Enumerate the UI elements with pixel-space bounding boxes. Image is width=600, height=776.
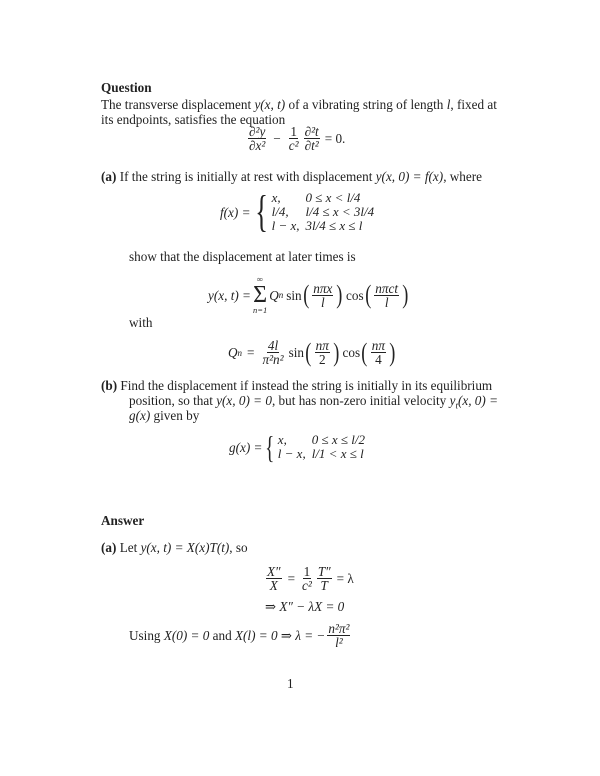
intro-yxt: y(x, t): [254, 97, 286, 112]
part-b-text: position, so that: [129, 393, 217, 408]
case-expr: x,: [271, 190, 281, 205]
part-a-text: , where: [443, 169, 482, 184]
case-row: [272, 219, 381, 233]
case-cond: l/1 < x ≤ l: [311, 446, 364, 461]
f-lhs: f(x) =: [220, 204, 251, 220]
part-b-text: , but has non-zero initial velocity: [271, 393, 450, 408]
question-intro-line2: its endpoints, satisfies the equation: [101, 112, 286, 127]
part-a-condition: y(x, 0) = f(x): [375, 169, 444, 184]
solution-lhs: y(x, t) =: [208, 287, 251, 303]
numerator: nπct: [375, 280, 399, 296]
part-b-line3: [129, 407, 199, 424]
denominator: l: [320, 294, 325, 310]
numerator: n²π²: [328, 621, 350, 636]
f-cases-table: [272, 191, 381, 233]
answer-a-text: , so: [229, 540, 248, 555]
equals-sign: =: [247, 345, 255, 360]
answer-a-label: (a): [101, 540, 117, 555]
denominator: l: [384, 294, 389, 310]
numerator: 4l: [267, 338, 279, 353]
numerator: 1: [290, 124, 297, 139]
right-paren: ): [333, 337, 340, 367]
answer-a-intro: [101, 539, 248, 556]
intro-l: l: [446, 97, 451, 112]
fraction: [317, 565, 332, 592]
sum-upper-limit: ∞: [257, 274, 264, 284]
part-a-text: If the string is initially at rest with displacement: [119, 169, 376, 184]
bc-right: X(l) = 0 ⇒ λ = −: [234, 628, 326, 643]
left-paren: (: [302, 280, 309, 309]
denominator: l²: [335, 635, 343, 650]
Qn-symbol: Q: [228, 345, 238, 360]
page-number: 1: [287, 676, 294, 691]
right-paren: ): [336, 280, 343, 309]
numerator: T″: [317, 564, 331, 579]
velocity-args: (x, 0) =: [457, 393, 498, 408]
denominator: T: [320, 578, 328, 593]
denominator: ∂t²: [304, 138, 319, 153]
Qn-symbol: Q: [269, 287, 279, 303]
wave-equation: [246, 125, 345, 152]
sin-function: sin: [286, 287, 302, 303]
question-heading: Question: [101, 80, 152, 95]
case-cond: 3l/4 ≤ x ≤ l: [305, 218, 363, 233]
fraction: [266, 565, 282, 592]
case-expr: l − x,: [271, 218, 300, 233]
cos-function: cos: [346, 287, 364, 303]
case-cond: 0 ≤ x < l/4: [305, 190, 361, 205]
part-b-label: (b): [101, 378, 118, 393]
g-cases-table: [278, 433, 371, 461]
case-row: [278, 433, 371, 447]
numerator: 1: [303, 564, 311, 579]
numerator: nπx: [313, 280, 333, 296]
cos-function: cos: [342, 345, 361, 360]
Qn-definition: Q n = $\frac{4l}{\text{π²n²}}$ sin ( $\frac{n\pi}{2}$ ) cos ( $\frac{n\pi}{4}$ ): [228, 337, 396, 367]
g-piecewise: [229, 431, 371, 463]
right-paren: ): [402, 280, 409, 309]
separation-ansatz: y(x, t) = X(x)T(t): [140, 540, 230, 555]
equation-rhs: = 0.: [324, 131, 346, 146]
summation: [253, 275, 267, 315]
intro-text: , fixed at: [450, 97, 497, 112]
right-paren: ): [389, 337, 396, 367]
numerator: nπ: [315, 338, 329, 353]
fraction: [304, 125, 320, 152]
sum-lower-limit: n=1: [252, 305, 268, 315]
case-cond: l/4 ≤ x < 3l/4: [305, 204, 375, 219]
case-cond: 0 ≤ x ≤ l/2: [311, 432, 365, 447]
numerator: ∂²y: [249, 124, 266, 139]
left-brace: {: [265, 429, 275, 465]
left-paren: (: [305, 337, 312, 367]
equals-sign: =: [287, 571, 295, 586]
fraction: [371, 339, 386, 366]
equation-rhs: = λ: [336, 571, 354, 586]
denominator: π²n²: [262, 352, 284, 367]
numerator: ∂²t: [304, 124, 319, 139]
left-paren: (: [361, 337, 368, 367]
numerator: X″: [267, 564, 281, 579]
boundary-conditions-line: [129, 622, 352, 649]
denominator: ∂x²: [249, 138, 266, 153]
denominator: 2: [318, 352, 326, 367]
series-solution: y(x, t) = ∞ Σ n=1 Q n sin ( $\frac{\text{nπx}}{l}$ ) cos ( $\frac{\text{nπct}}{l}$ ): [208, 274, 409, 315]
fraction: [374, 282, 399, 309]
with-text: with: [129, 315, 153, 330]
intro-text: The transverse displacement: [101, 97, 255, 112]
case-row: [272, 205, 381, 219]
case-expr: x,: [277, 432, 287, 447]
separated-equation: [264, 565, 354, 592]
part-b-text: Find the displacement if instead the string is initially in its equilibrium: [120, 378, 493, 393]
g-symbol: g(x): [129, 408, 151, 423]
bc-left: X(0) = 0: [163, 628, 210, 643]
fraction: [312, 282, 333, 309]
fraction: [301, 565, 313, 592]
case-expr: l − x,: [277, 446, 306, 461]
denominator: c²: [288, 138, 299, 153]
ode-equation: ⇒ X″ − λX = 0: [265, 599, 345, 614]
velocity-subscript: t: [455, 400, 458, 411]
fraction: [315, 339, 330, 366]
g-lhs: g(x) =: [229, 439, 263, 455]
fraction: [288, 125, 300, 152]
case-expr: l/4,: [271, 204, 289, 219]
denominator: c²: [302, 578, 312, 593]
left-brace: {: [254, 187, 268, 236]
case-row: [272, 191, 381, 205]
using-text: Using: [129, 628, 164, 643]
fraction: [261, 339, 284, 366]
part-b-condition: y(x, 0) = 0: [216, 393, 272, 408]
answer-a-text: Let: [119, 540, 141, 555]
show-text: show that the displacement at later times is: [129, 249, 356, 264]
minus-sign: −: [273, 131, 281, 146]
fraction: [248, 125, 266, 152]
case-row: [278, 447, 371, 461]
and-text: and: [209, 628, 235, 643]
sum-symbol: Σ: [253, 282, 268, 308]
intro-text: of a vibrating string of length: [285, 97, 447, 112]
f-piecewise: [220, 187, 380, 236]
part-a-intro: [101, 168, 482, 185]
part-a-label: (a): [101, 169, 117, 184]
left-paren: (: [364, 280, 371, 309]
denominator: 4: [375, 352, 382, 367]
answer-heading: Answer: [101, 513, 145, 528]
sin-function: sin: [288, 345, 304, 360]
velocity-symbol: y: [449, 393, 456, 408]
numerator: nπ: [371, 338, 385, 353]
part-b-text: given by: [150, 408, 200, 423]
fraction: [327, 622, 350, 649]
denominator: X: [269, 578, 278, 593]
